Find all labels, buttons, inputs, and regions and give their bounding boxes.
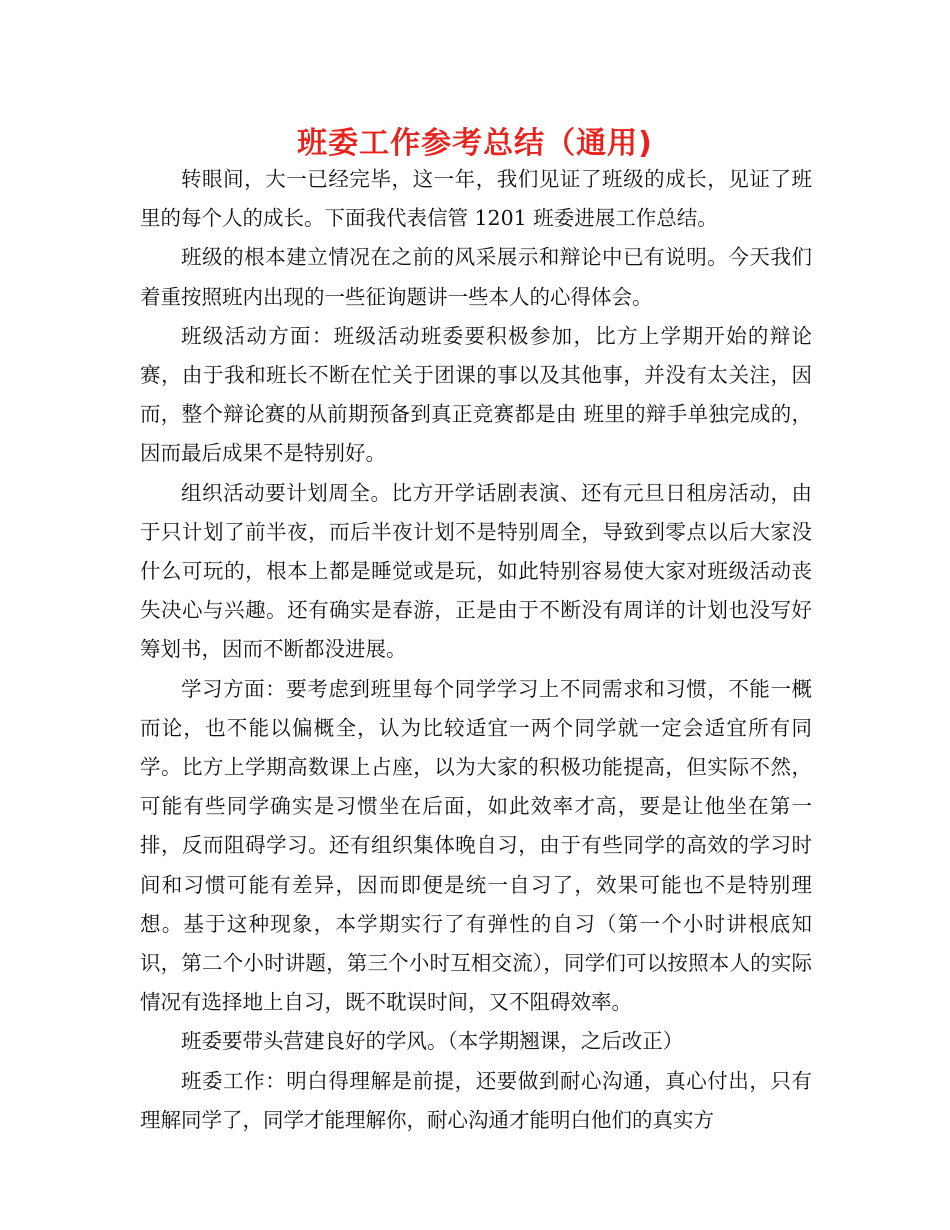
document-title: 班委工作参考总结（通用) [297,126,653,161]
paragraph-intro: 转眼间，大一已经完毕，这一年，我们见证了班级的成长，见证了班里的每个人的成长。下面我代表信管 1201 班委进展工作总结。 [140,167,812,231]
paragraph-study-style: 班委要带头营建良好的学风。（本学期翘课，之后改正） [181,1029,684,1054]
document-body [140,160,812,1140]
paragraph-study: 学习方面：要考虑到班里每个同学学习上不同需求和习惯，不能一概而论，也不能以偏概全，认为比较适宜一两个同学就一定会适宜所有同学。比方上学期高数课上占座，以为大家的积极功能提高，但实际不然，可能有些同学确实是习惯坐在后面，如此效率才高，要是让他坐在第一排，反而阻碍学习。还有组织集体晚自习，由于有些同学的高效的学习时间和习惯可能有差异，因而即便是统一自习了，效果可能也不是特别理想。基于这种现象，本学期实行了有弹性的自习（第一个小时讲根底知识，第二个小时讲题，第三个小时互相交流），同学们可以按照本人的实际情况有选择地上自习，既不耽误时间，又不阻碍效率。 [140,676,812,1015]
paragraph-class-foundation: 班级的根本建立情况在之前的风采展示和辩论中已有说明。今天我们着重按照班内出现的一些征询题讲一些本人的心得体会。 [140,245,812,309]
paragraph-class-activities: 班级活动方面：班级活动班委要积极参加，比方上学期开始的辩论赛，由于我和班长不断在忙关于团课的事以及其他事，并没有太关注，因而，整个辩论赛的从前期预备到真正竞赛都是由 班里的辩手单独完成的，因而最后成果不是特别好。 [140,323,812,466]
paragraph-committee-work: 班委工作：明白得理解是前提，还要做到耐心沟通，真心付出，只有理解同学了，同学才能理解你，耐心沟通才能明白他们的真实方 [140,1068,812,1132]
paragraph-activity-planning: 组织活动要计划周全。比方开学话剧表演、还有元旦日租房活动，由于只计划了前半夜，而后半夜计划不是特别周全，导致到零点以后大家没什么可玩的，根本上都是睡觉或是玩，如此特别容易使大家对班级活动丧失决心与兴趣。还有确实是春游，正是由于不断没有周详的计划也没写好筹划书，因而不断都没进展。 [140,480,812,662]
